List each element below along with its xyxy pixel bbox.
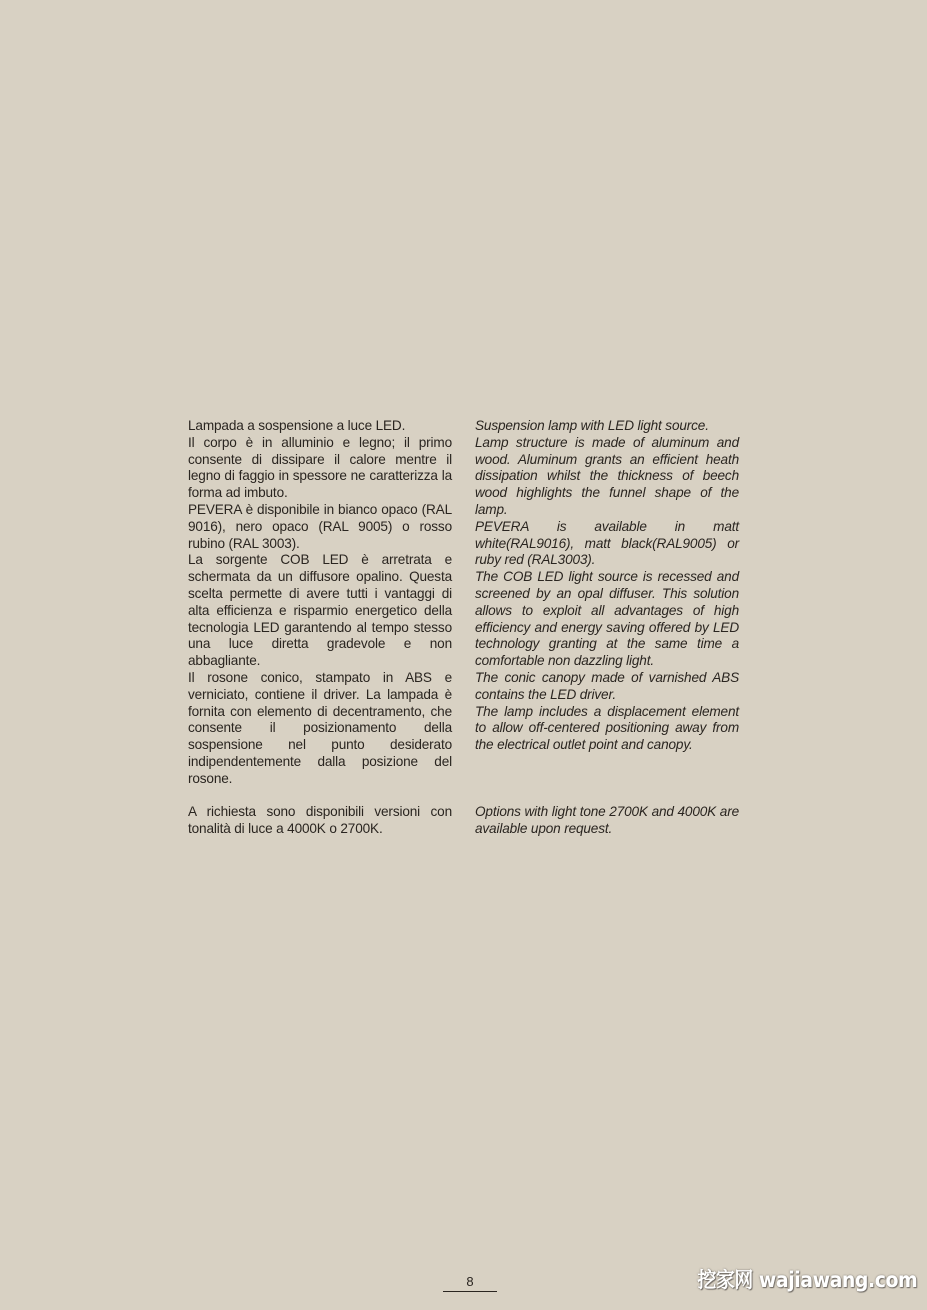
italian-intro: Lampada a sospensione a luce LED. bbox=[188, 418, 406, 433]
english-displacement: The lamp includes a displacement element to allow off-centered positioning away from the electrical outlet point and canopy. bbox=[475, 703, 739, 753]
page-footer bbox=[443, 1274, 497, 1292]
italian-colors: PEVERA è disponibile in bianco opaco (RAL 9016), nero opaco (RAL 9005) o rosso rubino (RAL 3003). bbox=[188, 501, 452, 551]
english-canopy: The conic canopy made of varnished ABS contains the LED driver. bbox=[475, 669, 739, 702]
footer-rule bbox=[443, 1291, 497, 1292]
italian-led-source: La sorgente COB LED è arretrata e schermata da un diffusore opalino. Questa scelta permette di avere tutti i vantaggi di alta efficienza e risparmio energetico della tecnologia LED garantendo al tempo stesso una luce diretta gradevole e non abbagliante. bbox=[188, 552, 452, 669]
watermark: 挖家网 wajiawang.com bbox=[697, 1268, 917, 1292]
italian-canopy: Il rosone conico, stampato in ABS e verniciato, contiene il driver. La lampada è fornita con elemento di decentramento, che consente il posizionamento della sospensione nel punto desiderato indipendentemente dalla posizione del rosone. bbox=[188, 669, 452, 786]
english-structure: Lamp structure is made of aluminum and wood. Aluminum grants an efficient heath dissipation whilst the thickness of beech wood highlights the funnel shape of the lamp. bbox=[475, 434, 739, 517]
english-colors: PEVERA is available in matt white(RAL9016), matt black(RAL9005) or ruby red (RAL3003). bbox=[475, 518, 739, 568]
english-options: Options with light tone 2700K and 4000K are available upon request. bbox=[475, 804, 739, 837]
italian-options: A richiesta sono disponibili versioni con tonalità di luce a 4000K o 2700K. bbox=[188, 804, 452, 837]
italian-description-column bbox=[188, 418, 452, 838]
page-number: 8 bbox=[466, 1274, 474, 1289]
english-led-source: The COB LED light source is recessed and screened by an opal diffuser. This solution allows to exploit all advantages of high efficiency and energy saving offered by LED technology granting at the same time a comfortable non dazzling light. bbox=[475, 569, 739, 669]
italian-body-materials: Il corpo è in alluminio e legno; il primo consente di dissipare il calore mentre il legno di faggio in spessore ne caratterizza la forma ad imbuto. bbox=[188, 434, 452, 501]
english-intro: Suspension lamp with LED light source. bbox=[475, 418, 709, 433]
english-description-column bbox=[475, 418, 739, 838]
